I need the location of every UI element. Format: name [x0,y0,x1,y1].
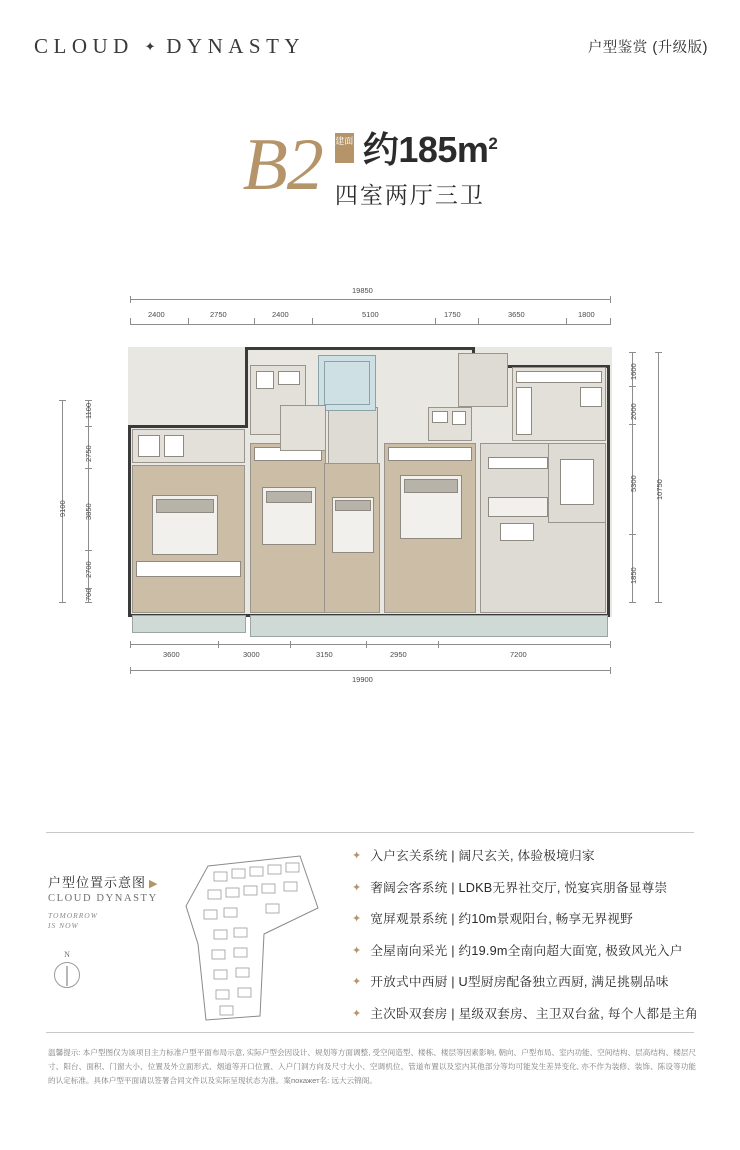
dim-top-total: 19850 [352,286,373,295]
dim-left-seg-4: 700 [84,588,93,601]
floor-plan [0,272,740,702]
disclaimer-text: 温馨提示: 本户型图仅为该项目主力标准户型平面布局示意, 实际户型会因设计、规划等方面调整, 受空间造型、楼栋、楼层等因素影响, 朝向、户型布局、室内功能、空间结构、层高结构、楼层尺寸、阳台、面积、门窗大小、位置及外立面形式、烟道等开口位置、入户门洞方向及尺寸大小、空调机位、管道布置以及室内其他部分等均可能发生差异变化, 亦不作为装修、装饰、陈设等功能的认定标准。具体户型平面请以签署合同文件以及实际呈现状态为准。案покажет名: 远大云锦阁。 [48,1048,696,1086]
tick [629,602,636,603]
divider-top [46,832,694,833]
brand-logo [34,34,305,59]
kitchen-counter [516,387,532,435]
feature-list [352,848,700,1037]
balcony-south [250,615,608,637]
bed-pillow [335,500,371,511]
tick [629,352,636,353]
feature-text: 全屋南向采光 | 约19.9m全南向超大面宽, 极致风光入户 [370,943,683,958]
feature-text: 入户玄关系统 | 阔尺玄关, 体验极境归家 [370,849,595,863]
furniture [138,435,160,457]
tick [366,641,367,648]
dim-right-total-line [658,352,659,602]
dim-left-seg-2: 3850 [84,503,93,520]
tick [218,641,219,648]
feature-item [352,911,700,928]
tick [655,352,662,353]
dim-bottom-seg-2: 3150 [316,650,333,659]
dim-left-seg-3: 2700 [84,561,93,578]
star-icon: ✦ [352,976,362,988]
site-buildings [204,863,299,1015]
compass-needle [67,966,68,986]
compass-circle [54,962,80,988]
tick [312,318,313,325]
bed-pillow [266,491,312,503]
location-tagline [48,911,98,931]
feature-item [352,880,700,897]
tick [629,424,636,425]
site-plan-diagram [168,848,328,1024]
unit-area-sup: 2 [488,134,498,153]
dining-table [560,459,594,505]
dim-right-seg-0: 1600 [629,363,638,380]
wall [128,425,248,428]
plan-drawing [128,347,612,617]
toilet [256,371,274,389]
tick [610,667,611,674]
star-icon: ✦ [352,944,362,957]
dim-top-seg-2: 2400 [272,310,289,319]
dim-top-seg-3: 5100 [362,310,379,319]
dim-top-seg-5: 3650 [508,310,525,319]
tick [438,641,439,648]
bed-pillow [404,479,458,493]
tick [130,296,131,303]
light-well-inner [324,361,370,405]
dim-bottom-seg-line [130,644,610,645]
tick [85,400,92,401]
tagline-line-2: IS NOW [48,921,79,931]
dim-right-seg-2: 5300 [629,475,638,492]
dim-bottom-total-line [130,670,610,671]
star-icon: ✦ [352,850,362,862]
dim-bottom-seg-0: 3600 [163,650,180,659]
refrigerator [580,387,602,407]
sink [432,411,448,423]
tick [188,318,189,325]
bed-pillow [156,499,214,513]
dim-left-total: 9100 [58,500,67,517]
sink [278,371,300,385]
tick [254,318,255,325]
dim-top-seg-line [130,324,610,325]
area-tag-label: 建面 [335,136,354,146]
feature-text: 宽屏观景系统 | 约10m景观阳台, 畅享无界视野 [370,912,633,926]
wall [245,347,475,350]
dim-right-seg-3: 1850 [629,567,638,584]
dim-bottom-seg-1: 3000 [243,650,260,659]
balcony-west [132,615,246,633]
location-brand-en: CLOUD DYNASTY [48,893,158,904]
location-title-label: 户型位置示意图 [48,875,147,890]
arrow-right-icon: ▶ [149,878,159,890]
dim-left-seg-0: 1100 [84,402,93,419]
tick [478,318,479,325]
tick [59,400,66,401]
location-title [48,872,158,891]
feature-text: 开放式中西厨 | U型厨房配备独立西厨, 满足挑剔品味 [370,975,669,989]
page-header [0,30,740,78]
dim-right-seg-1: 2000 [629,403,638,420]
dim-left-seg-1: 2750 [84,445,93,462]
tagline-line-1: TOMORROW [48,911,98,920]
dim-top-seg-0: 2400 [148,310,165,319]
dim-bottom-seg-3: 2950 [390,650,407,659]
feature-item [352,974,700,991]
tick [566,318,567,325]
site-boundary [186,856,318,1020]
unit-area-value: 约185 [362,129,457,170]
dim-top-seg-1: 2750 [210,310,227,319]
area-tag [335,133,354,163]
unit-title-block [0,124,740,210]
tick [130,667,131,674]
floor-plan-canvas [0,272,740,702]
sofa [488,497,548,517]
header-subtitle: 户型鉴赏 (升级版) [587,40,708,56]
brand-name-right: DYNASTY [166,34,306,58]
dim-top-seg-4: 1750 [444,310,461,319]
tick [85,468,92,469]
dim-right-total: 10750 [655,479,664,500]
toilet [452,411,466,425]
compass-north-label: N [64,950,70,959]
tick [130,318,131,325]
diamond-icon: ✦ [144,39,156,54]
tick [85,602,92,603]
tv-cabinet [488,457,548,469]
tick [655,602,662,603]
room-study [280,405,326,451]
star-icon: ✦ [352,1007,362,1020]
tick [130,641,131,648]
tick [435,318,436,325]
room-foyer [458,353,508,407]
unit-rooms: 四室两厅三卫 [334,182,485,208]
wardrobe [136,561,241,577]
unit-area-unit: m [456,129,489,170]
site-plan-svg [168,848,328,1024]
brand-name-left: CLOUD [34,34,134,58]
tick [290,641,291,648]
tick [59,602,66,603]
feature-item [352,1006,700,1023]
wall [128,425,131,617]
furniture [164,435,184,457]
coffee-table [500,523,534,541]
tick [629,386,636,387]
star-icon: ✦ [352,881,362,894]
unit-area [362,129,498,170]
compass [50,950,84,996]
tick [610,641,611,648]
kitchen-counter [516,371,602,383]
feature-item [352,848,700,865]
dim-top-total-line [130,299,610,300]
feature-text: 奢阔会客系统 | LDKB无界社交厅, 悦宴宾朋备显尊崇 [370,880,668,895]
tick [629,534,636,535]
wall [607,365,610,617]
tick [610,318,611,325]
dim-bottom-total: 19900 [352,675,373,684]
feature-item [352,943,700,960]
feature-text: 主次卧双套房 | 星级双套房、主卫双台盆, 每个人都是主角 [370,1006,698,1021]
dim-top-seg-6: 1800 [578,310,595,319]
wardrobe [388,447,472,461]
unit-code: B2 [242,124,323,206]
star-icon: ✦ [352,913,362,925]
wall [245,347,248,428]
tick [610,296,611,303]
tick [85,550,92,551]
tick [85,426,92,427]
dim-bottom-seg-4: 7200 [510,650,527,659]
